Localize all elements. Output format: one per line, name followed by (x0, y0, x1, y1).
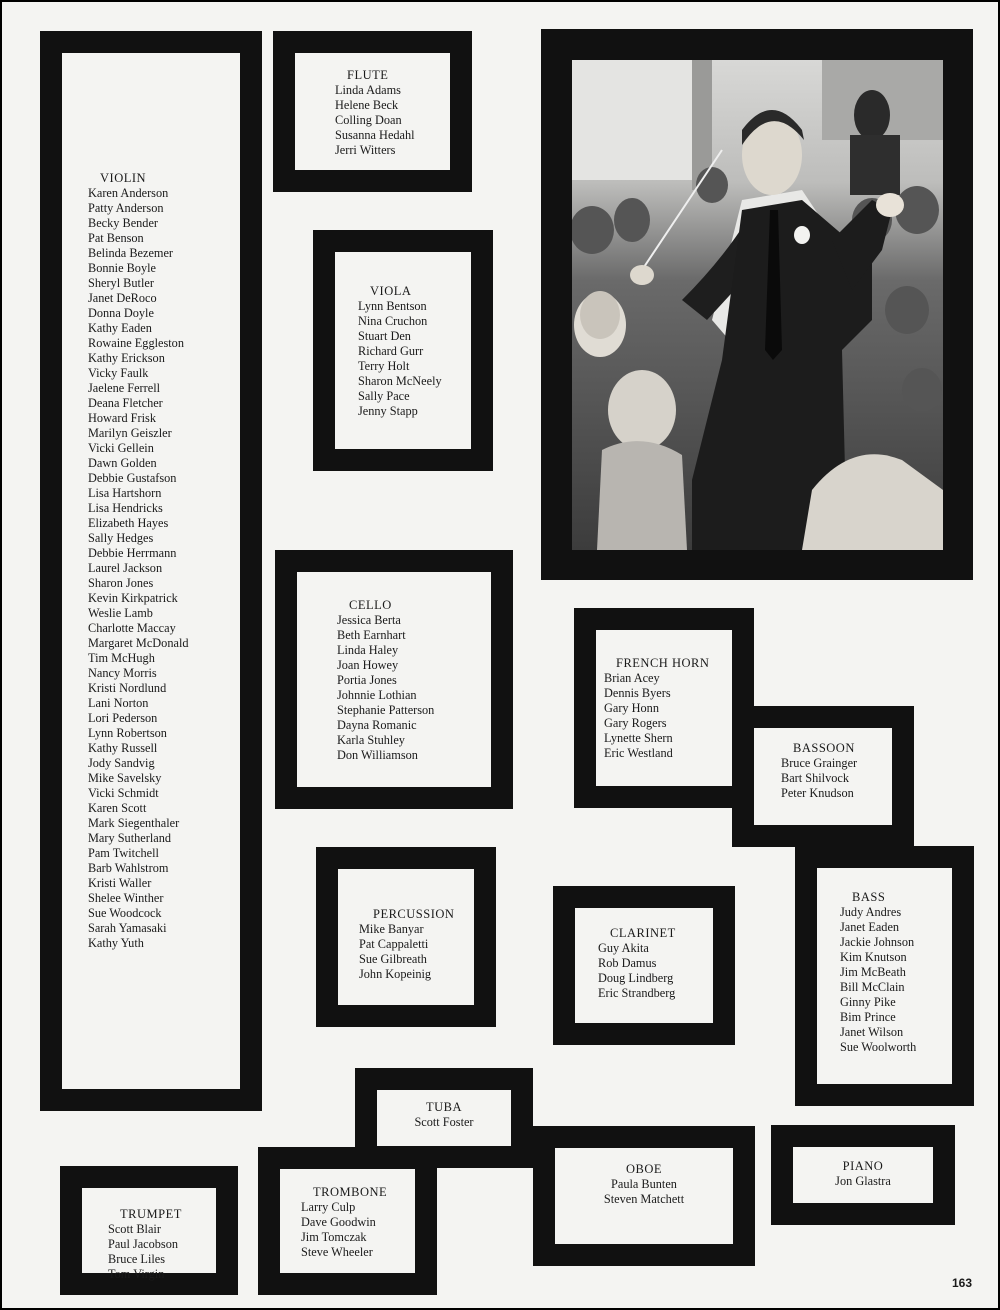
member-name: Dave Goodwin (301, 1215, 376, 1229)
member-name: Sharon Jones (88, 576, 154, 590)
clarinet-title: CLARINET (610, 926, 676, 940)
member-name: John Kopeinig (359, 967, 432, 981)
flute-title: FLUTE (347, 68, 389, 82)
member-name: Jim McBeath (840, 965, 906, 979)
member-name: Judy Andres (840, 905, 902, 919)
percussion-list (359, 907, 454, 982)
member-name: Jim Tomczak (301, 1230, 367, 1244)
conductor-photo (572, 60, 943, 550)
member-name: Bonnie Boyle (88, 261, 156, 275)
member-name: Lisa Hartshorn (88, 486, 162, 500)
member-name: Lani Norton (88, 696, 149, 710)
member-name: Linda Adams (335, 83, 401, 97)
member-name: Sheryl Butler (88, 276, 154, 290)
viola-list (358, 284, 442, 419)
member-name: Nina Cruchon (358, 314, 428, 328)
cello-title: CELLO (349, 598, 392, 612)
piano-list (793, 1159, 933, 1189)
member-name: Belinda Bezemer (88, 246, 174, 260)
member-name: Scott Blair (108, 1222, 161, 1236)
member-name: Mark Siegenthaler (88, 816, 180, 830)
member-name: Lynette Shern (604, 731, 673, 745)
percussion-title: PERCUSSION (373, 907, 455, 921)
trombone-title: TROMBONE (313, 1185, 388, 1199)
violin-list (88, 171, 189, 951)
member-name: Elizabeth Hayes (88, 516, 169, 530)
violin-title: VIOLIN (100, 171, 147, 185)
member-name: Colling Doan (335, 113, 402, 127)
member-name: Eric Westland (604, 746, 673, 760)
member-name: Mike Banyar (359, 922, 424, 936)
member-name: Laurel Jackson (88, 561, 163, 575)
bassoon-list (781, 741, 857, 801)
member-name: Margaret McDonald (88, 636, 189, 650)
member-name: Jody Sandvig (88, 756, 155, 770)
member-name: Dawn Golden (88, 456, 157, 470)
member-name: Jerri Witters (335, 143, 396, 157)
member-name: Peter Knudson (781, 786, 854, 800)
member-name: Steven Matchett (603, 1192, 685, 1206)
bass-list (840, 890, 916, 1055)
tuba-list (377, 1100, 511, 1130)
member-name: Kristi Waller (88, 876, 152, 890)
viola-title: VIOLA (370, 284, 412, 298)
member-name: Sue Woodcock (88, 906, 162, 920)
member-name: Kathy Russell (88, 741, 158, 755)
trumpet-title: TRUMPET (120, 1207, 182, 1221)
member-name: Larry Culp (301, 1200, 356, 1214)
member-name: Susanna Hedahl (335, 128, 415, 142)
member-name: Lynn Bentson (358, 299, 427, 313)
member-name: Joan Howey (337, 658, 399, 672)
bassoon-title: BASSOON (793, 741, 855, 755)
oboe-list (555, 1162, 733, 1207)
member-name: Bruce Liles (108, 1252, 166, 1266)
member-name: Kim Knutson (840, 950, 907, 964)
oboe-title: OBOE (625, 1162, 663, 1176)
member-name: Jackie Johnson (840, 935, 915, 949)
member-name: Charlotte Maccay (88, 621, 176, 635)
member-name: Guy Akita (598, 941, 649, 955)
member-name: Paul Jacobson (108, 1237, 179, 1251)
piano-title: PIANO (842, 1159, 884, 1173)
member-name: Vicki Gellein (88, 441, 154, 455)
member-name: Pat Cappaletti (359, 937, 429, 951)
member-name: Pat Benson (88, 231, 144, 245)
member-name: Johnnie Lothian (337, 688, 417, 702)
member-name: Janet DeRoco (88, 291, 157, 305)
member-name: Steve Wheeler (301, 1245, 373, 1259)
member-name: Eric Strandberg (598, 986, 676, 1000)
member-name: Karla Stuhley (337, 733, 405, 747)
member-name: Debbie Herrmann (88, 546, 177, 560)
member-name: Bim Prince (840, 1010, 896, 1024)
member-name: Portia Jones (337, 673, 397, 687)
cello-list (337, 598, 434, 763)
member-name: Stephanie Patterson (337, 703, 435, 717)
member-name: Jenny Stapp (358, 404, 418, 418)
member-name: Terry Holt (358, 359, 410, 373)
member-name: Sally Hedges (88, 531, 154, 545)
member-name: Pam Twitchell (88, 846, 159, 860)
trombone-list (301, 1185, 387, 1260)
tuba-title: TUBA (425, 1100, 463, 1114)
member-name: Sue Woolworth (840, 1040, 917, 1054)
member-name: Kathy Erickson (88, 351, 165, 365)
member-name: Richard Gurr (358, 344, 424, 358)
member-name: Lori Pederson (88, 711, 158, 725)
member-name: Nancy Morris (88, 666, 157, 680)
flute-list (335, 68, 415, 158)
member-name: Brian Acey (604, 671, 660, 685)
member-name: Lisa Hendricks (88, 501, 163, 515)
member-name: Mary Sutherland (88, 831, 171, 845)
member-name: Dayna Romanic (337, 718, 417, 732)
member-name: Vicky Faulk (88, 366, 149, 380)
page-number: 163 (951, 1276, 972, 1290)
member-name: Debbie Gustafson (88, 471, 177, 485)
member-name: Tim McHugh (88, 651, 155, 665)
member-name: Jon Glastra (835, 1174, 891, 1188)
member-name: Paula Bunten (611, 1177, 677, 1191)
member-name: Mike Savelsky (88, 771, 162, 785)
member-name: Bill McClain (840, 980, 905, 994)
member-name: Kathy Yuth (88, 936, 144, 950)
clarinet-list (598, 926, 676, 1001)
french-horn-title: FRENCH HORN (616, 656, 710, 670)
member-name: Tom Virgin (108, 1267, 165, 1281)
member-name: Rowaine Eggleston (88, 336, 184, 350)
member-name: Scott Foster (414, 1115, 474, 1129)
member-name: Sally Pace (358, 389, 410, 403)
member-name: Howard Frisk (88, 411, 156, 425)
member-name: Deana Fletcher (88, 396, 163, 410)
member-name: Marilyn Geiszler (88, 426, 172, 440)
member-name: Stuart Den (358, 329, 411, 343)
trumpet-list (108, 1207, 182, 1282)
member-name: Dennis Byers (604, 686, 671, 700)
member-name: Weslie Lamb (88, 606, 153, 620)
member-name: Gary Honn (604, 701, 659, 715)
member-name: Karen Anderson (88, 186, 169, 200)
member-name: Kathy Eaden (88, 321, 152, 335)
member-name: Linda Haley (337, 643, 399, 657)
member-name: Patty Anderson (88, 201, 164, 215)
bass-title: BASS (852, 890, 886, 904)
member-name: Don Williamson (337, 748, 418, 762)
conductor-photo-graphic (572, 60, 943, 550)
member-name: Kristi Nordlund (88, 681, 167, 695)
member-name: Sarah Yamasaki (88, 921, 167, 935)
member-name: Donna Doyle (88, 306, 154, 320)
member-name: Sue Gilbreath (359, 952, 427, 966)
member-name: Vicki Schmidt (88, 786, 159, 800)
member-name: Barb Wahlstrom (88, 861, 169, 875)
member-name: Jessica Berta (337, 613, 401, 627)
french-horn-list (604, 656, 709, 761)
member-name: Beth Earnhart (337, 628, 406, 642)
member-name: Lynn Robertson (88, 726, 167, 740)
member-name: Doug Lindberg (598, 971, 674, 985)
member-name: Helene Beck (335, 98, 399, 112)
member-name: Bruce Grainger (781, 756, 858, 770)
member-name: Bart Shilvock (781, 771, 849, 785)
member-name: Becky Bender (88, 216, 158, 230)
member-name: Jaelene Ferrell (88, 381, 161, 395)
member-name: Rob Damus (598, 956, 657, 970)
member-name: Kevin Kirkpatrick (88, 591, 178, 605)
member-name: Janet Wilson (840, 1025, 904, 1039)
member-name: Sharon McNeely (358, 374, 442, 388)
member-name: Janet Eaden (840, 920, 900, 934)
member-name: Karen Scott (88, 801, 147, 815)
member-name: Shelee Winther (88, 891, 164, 905)
member-name: Gary Rogers (604, 716, 667, 730)
member-name: Ginny Pike (840, 995, 896, 1009)
